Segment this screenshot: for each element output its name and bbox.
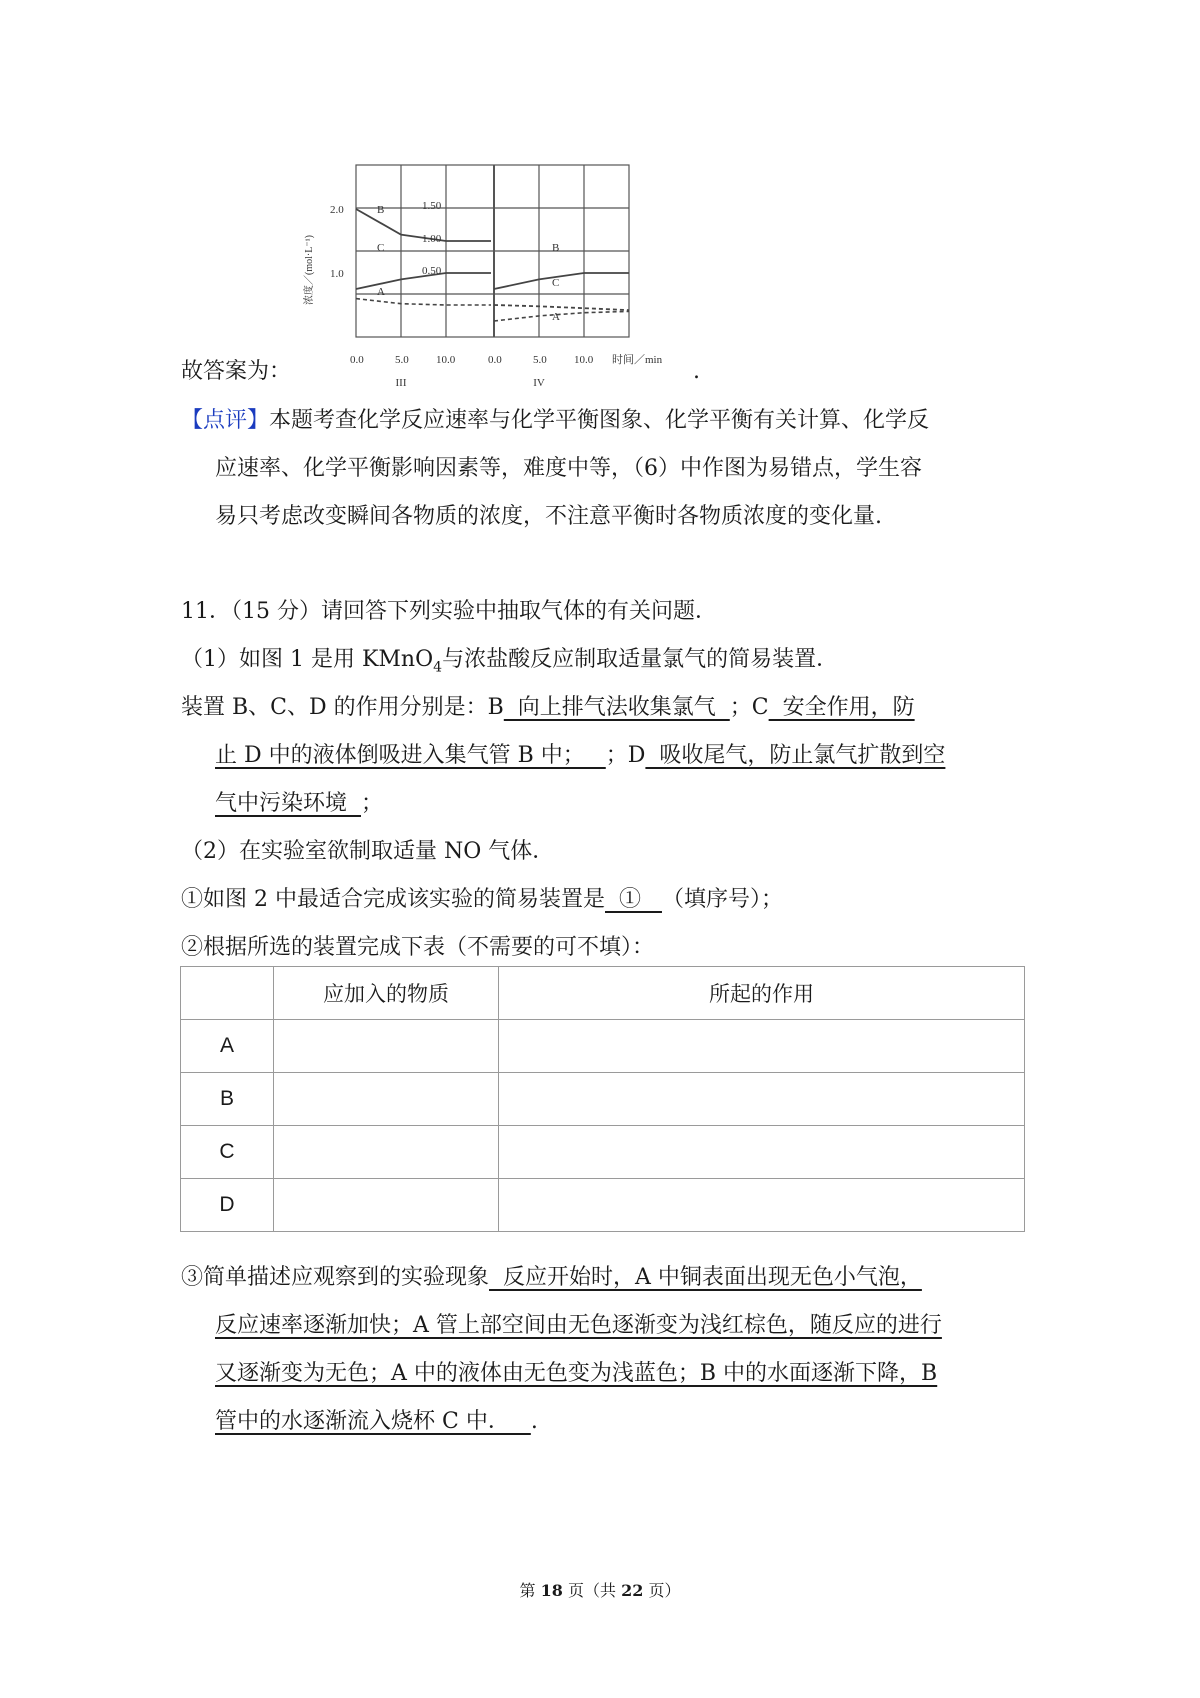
- table-cell-purpose[interactable]: [499, 1179, 1025, 1232]
- q11-sub2: ②根据所选的装置完成下表（不需要的可不填）：: [181, 935, 655, 960]
- y-tick-label: 2.0: [330, 204, 344, 216]
- series-line-c-iv: [494, 305, 629, 310]
- footer-prefix: 第: [519, 1581, 541, 1600]
- sub1-suffix: （填序号）；: [661, 887, 783, 912]
- q11-part2: （2）在实验室欲制取适量 NO 气体．: [181, 839, 555, 864]
- table-cell-substance[interactable]: [274, 1020, 499, 1073]
- series-label-c: C: [552, 277, 560, 289]
- footer-middle: 页（共: [562, 1581, 622, 1600]
- sub3-answer-1: 反应开始时，A 中铜表面出现无色小气泡，: [489, 1265, 922, 1290]
- apparatus-table: [180, 966, 1025, 1232]
- sub3-end: .: [530, 1409, 538, 1434]
- answer-d-part2: 气中污染环境: [215, 791, 361, 816]
- answer-prefix: 故答案为：: [181, 359, 292, 384]
- table-row: [181, 1073, 1025, 1126]
- x-axis-label: 时间／min: [612, 354, 663, 366]
- q11-part1: [181, 644, 838, 683]
- series-line-a-iii: [356, 299, 491, 305]
- value-label: 1.00: [422, 233, 442, 245]
- sub3-answer-3: 又逐渐变为无色；A 中的液体由无色变为浅蓝色；B 中的水面逐渐下降，B: [215, 1361, 938, 1386]
- y-axis-label: 浓度／(mol·L⁻¹): [304, 235, 315, 305]
- table-row-label: C: [181, 1126, 274, 1179]
- table-row-label: A: [181, 1020, 274, 1073]
- table-cell-purpose[interactable]: [499, 1020, 1025, 1073]
- sub1-prefix: ①如图 2 中最适合完成该实验的简易装置是: [181, 887, 605, 912]
- table-row: [181, 1179, 1025, 1232]
- sub3-answer-4: 管中的水逐渐流入烧杯 C 中．: [215, 1409, 531, 1434]
- segment-label: IV: [533, 377, 545, 389]
- page-number: 18: [540, 1581, 563, 1600]
- sub3-prefix: ③简单描述应观察到的实验现象: [181, 1265, 490, 1290]
- comment-text-2: 应速率、化学平衡影响因素等，难度中等，（6）中作图为易错点，学生容: [215, 456, 922, 481]
- answer-suffix: .: [693, 359, 700, 384]
- concentration-time-chart: [300, 160, 700, 390]
- series-line-a-iv: [494, 311, 629, 321]
- table-row-label: D: [181, 1179, 274, 1232]
- table-header-cell: 应加入的物质: [274, 967, 499, 1020]
- q11-header: 11．（15 分）请回答下列实验中抽取气体的有关问题．: [181, 599, 717, 624]
- series-label-a: A: [377, 286, 385, 298]
- table-cell-substance[interactable]: [274, 1179, 499, 1232]
- table-header-cell: [181, 967, 274, 1020]
- table-row: [181, 1020, 1025, 1073]
- q11-devices-line2: [215, 740, 945, 772]
- table-cell-purpose[interactable]: [499, 1126, 1025, 1179]
- answer-c-part1: 安全作用，防: [768, 695, 915, 720]
- q11-part1-subscript: 4: [433, 659, 443, 676]
- page-total: 22: [621, 1581, 644, 1600]
- series-label-b: B: [377, 204, 385, 216]
- x-tick-label: 10.0: [436, 354, 456, 366]
- answer-d-part1: 吸收尾气，防止氯气扩散到空: [645, 743, 946, 768]
- devices-end: ；: [361, 791, 384, 816]
- q11-part1-suffix: 与浓盐酸反应制取适量氯气的简易装置．: [442, 647, 839, 672]
- series-line-b-iv: [494, 273, 629, 289]
- x-tick-label: 0.0: [350, 354, 364, 366]
- series-label-b: B: [552, 242, 560, 254]
- footer-suffix: 页）: [643, 1581, 681, 1600]
- table-row-label: B: [181, 1073, 274, 1126]
- answer-c-part2: 止 D 中的液体倒吸进入集气管 B 中；: [215, 743, 606, 768]
- table-cell-substance[interactable]: [274, 1073, 499, 1126]
- comment-text-3: 易只考虑改变瞬间各物质的浓度，不注意平衡时各物质浓度的变化量.: [215, 504, 882, 529]
- comment-text-1: 本题考查化学反应速率与化学平衡图象、化学平衡有关计算、化学反: [269, 408, 930, 433]
- devices-c-label: ；C: [729, 695, 769, 720]
- q11-part1-prefix: （1）如图 1 是用 KMnO: [181, 647, 434, 672]
- comment-line-1: [181, 405, 929, 437]
- q11-devices-line1: [181, 692, 915, 724]
- q11-sub3-line4: [215, 1406, 538, 1438]
- value-label: 1.50: [422, 200, 442, 212]
- devices-d-label: ；D: [605, 743, 646, 768]
- table-cell-substance[interactable]: [274, 1126, 499, 1179]
- comment-tag: 【点评】: [181, 408, 270, 433]
- table-header-row: [181, 967, 1025, 1020]
- x-tick-label: 5.0: [395, 354, 409, 366]
- x-tick-label: 5.0: [533, 354, 547, 366]
- sub3-answer-2: 反应速率逐渐加快；A 管上部空间由无色逐渐变为浅红棕色，随反应的进行: [215, 1313, 942, 1338]
- devices-prefix: 装置 B、C、D 的作用分别是：B: [181, 695, 504, 720]
- q11-sub3-line1: [181, 1262, 922, 1294]
- chart-series-layer: [356, 209, 629, 321]
- y-tick-label: 1.0: [330, 268, 344, 280]
- q11-sub1: [181, 884, 783, 916]
- chart-grid: [356, 165, 629, 337]
- q11-devices-line3: [215, 788, 383, 820]
- page-footer: [0, 1578, 1200, 1601]
- x-tick-label: 10.0: [574, 354, 594, 366]
- series-label-c: C: [377, 242, 385, 254]
- table-cell-purpose[interactable]: [499, 1073, 1025, 1126]
- series-label-a: A: [552, 311, 560, 323]
- x-tick-label: 0.0: [488, 354, 502, 366]
- segment-label: III: [395, 377, 407, 389]
- value-label: 0.50: [422, 265, 442, 277]
- table-header-cell: 所起的作用: [499, 967, 1025, 1020]
- sub1-answer: ①: [605, 887, 662, 912]
- answer-b: 向上排气法收集氯气: [503, 695, 730, 720]
- table-row: [181, 1126, 1025, 1179]
